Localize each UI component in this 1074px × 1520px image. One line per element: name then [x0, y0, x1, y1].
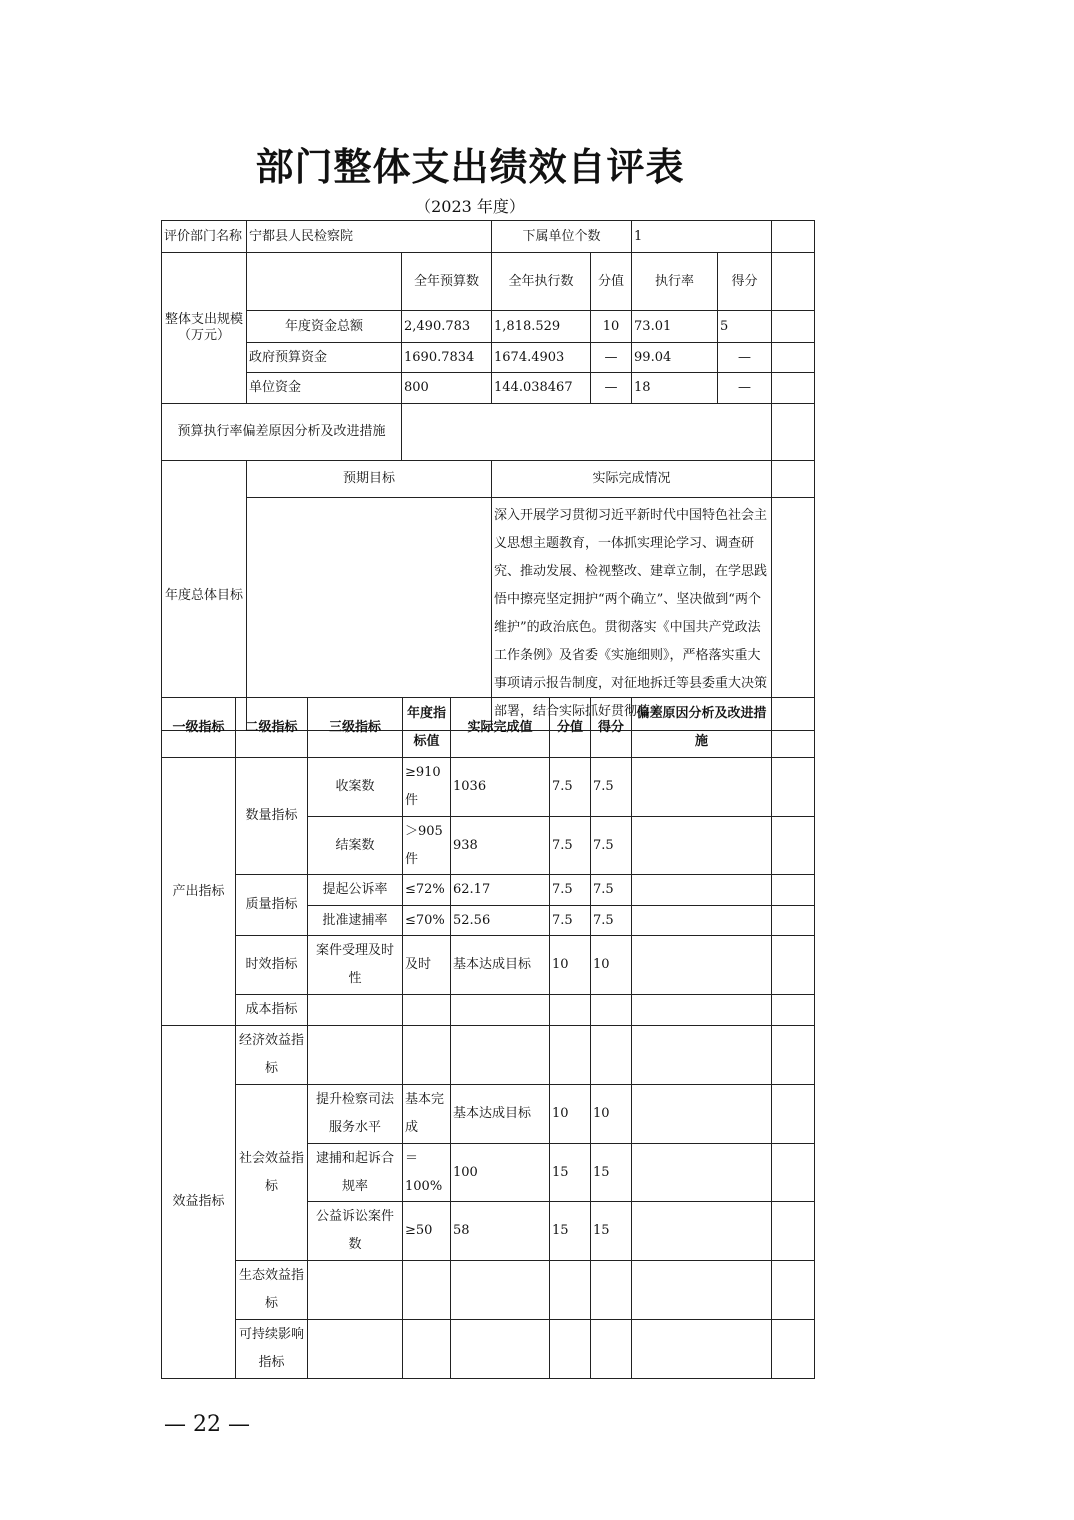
report-year: （2023 年度）	[415, 197, 525, 216]
sub-unit-value: 1	[632, 221, 772, 253]
scale-label: 整体支出规模（万元）	[162, 253, 247, 404]
budget-overview-table	[161, 220, 815, 731]
benefit-indicator-label: 效益指标	[162, 1026, 236, 1379]
expected-goal-label: 预期目标	[247, 461, 492, 498]
table-row: 产出指标 数量指标 收案数 ≥910件 1036 7.5 7.5	[162, 758, 815, 817]
actual-completion-label: 实际完成情况	[492, 461, 772, 498]
table-row: 年度资金总额 2,490.783 1,818.529 10 73.01 5	[162, 311, 815, 343]
table-row	[162, 995, 815, 1026]
table-row: 社会效益指标 提升检察司法服务水平 基本完成 基本达成目标 10 10	[162, 1085, 815, 1144]
table-row: 公益诉讼案件数 ≥50 58 15 15	[162, 1202, 815, 1261]
annual-goal-label: 年度总体目标	[162, 461, 247, 731]
cost-indicator-label: 成本指标	[236, 995, 308, 1026]
sub-unit-label: 下属单位个数	[492, 221, 632, 253]
output-indicator-label: 产出指标	[162, 758, 236, 1026]
timeliness-indicator-label: 时效指标	[236, 936, 308, 995]
header-score: 得分	[591, 698, 632, 758]
table-row: 单位资金 800 144.038467 — 18 —	[162, 373, 815, 404]
header-rate: 执行率	[632, 253, 718, 311]
expected-goal-content	[247, 498, 492, 731]
dept-name-value: 宁都县人民检察院	[247, 221, 492, 253]
table-row	[162, 1320, 815, 1379]
dept-name-label: 评价部门名称	[162, 221, 247, 253]
header-target: 年度指标值	[403, 698, 451, 758]
actual-completion-text: 深入开展学习贯彻习近平新时代中国特色社会主义思想主题教育，一体抓实理论学习、调查研究、推动发展、检视整改、建章立制，在学思践悟中擦亮坚定拥护“两个确立”、坚决做到“两个维护”的政治底色。贯彻落实《中国共产党政法工作条例》及省委《实施细则》，严格落实重大事项请示报告制度，对征地拆迁等县委重大决策部署，结合实际抓好贯彻落实	[492, 498, 772, 731]
header-level3: 三级指标	[308, 698, 403, 758]
social-indicator-label: 社会效益指标	[236, 1085, 308, 1261]
ecological-indicator-label: 生态效益指标	[236, 1261, 308, 1320]
sustainable-indicator-label: 可持续影响指标	[236, 1320, 308, 1379]
header-budget: 全年预算数	[402, 253, 492, 311]
quantity-indicator-label: 数量指标	[236, 758, 308, 875]
header-score: 得分	[718, 253, 772, 311]
table-row	[162, 1026, 815, 1085]
table-row: 政府预算资金 1690.7834 1674.4903 — 99.04 —	[162, 343, 815, 373]
table-row: 时效指标 案件受理及时性 及时 基本达成目标 10 10	[162, 936, 815, 995]
page-number: — 22 —	[164, 1412, 250, 1437]
header-exec: 全年执行数	[492, 253, 591, 311]
table-row	[162, 1261, 815, 1320]
deviation-label: 预算执行率偏差原因分析及改进措施	[162, 404, 402, 461]
header-weight: 分值	[550, 698, 591, 758]
header-level2: 二级指标	[236, 698, 308, 758]
header-weight: 分值	[591, 253, 632, 311]
table-row: 逮捕和起诉合规率 ＝100% 100 15 15	[162, 1144, 815, 1202]
header-analysis: 偏差原因分析及改进措施	[632, 698, 772, 758]
header-actual: 实际完成值	[451, 698, 550, 758]
table-row: 批准逮捕率 ≤70% 52.56 7.5 7.5	[162, 906, 815, 936]
quality-indicator-label: 质量指标	[236, 875, 308, 936]
economic-indicator-label: 经济效益指标	[236, 1026, 308, 1085]
table-row: 质量指标 提起公诉率 ≤72% 62.17 7.5 7.5	[162, 875, 815, 906]
indicator-table	[161, 697, 815, 1379]
table-row: 结案数 ＞905件 938 7.5 7.5	[162, 817, 815, 875]
page-title: 部门整体支出绩效自评表	[255, 144, 685, 189]
header-level1: 一级指标	[162, 698, 236, 758]
